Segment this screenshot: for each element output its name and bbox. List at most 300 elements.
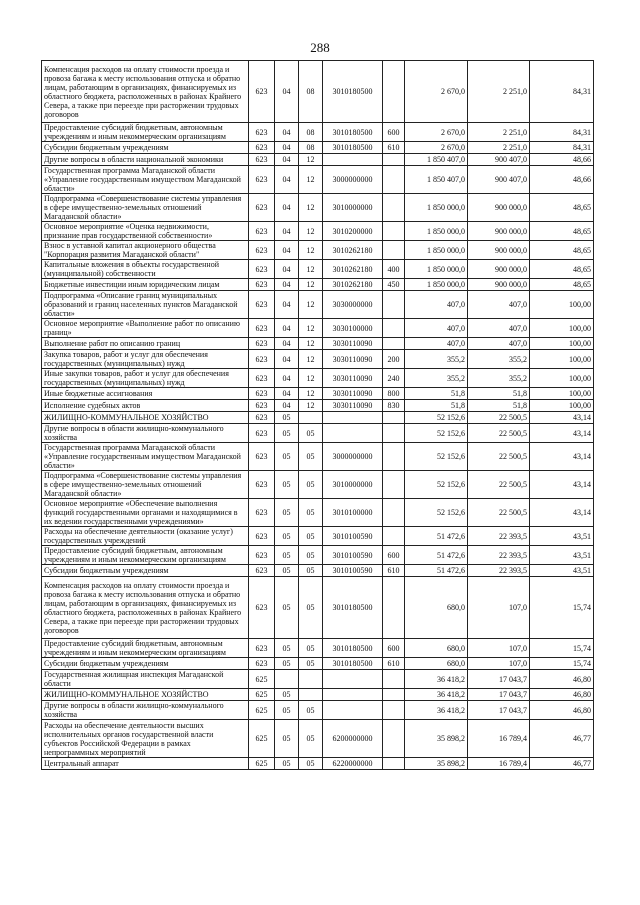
execution-percent-cell: 48,66 bbox=[530, 166, 594, 194]
table-body bbox=[42, 61, 594, 770]
planned-amount-cell: 35 898,2 bbox=[405, 758, 468, 770]
subsection-code-cell: 12 bbox=[299, 291, 323, 319]
expense-type-cell bbox=[383, 241, 405, 260]
row-name-cell: Другие вопросы в области жилищно-коммунального хозяйства bbox=[42, 701, 249, 720]
section-code-cell: 04 bbox=[275, 260, 299, 279]
expense-type-cell bbox=[383, 222, 405, 241]
planned-amount-cell: 1 850 000,0 bbox=[405, 241, 468, 260]
target-article-cell bbox=[323, 689, 383, 701]
actual-amount-cell: 22 500,5 bbox=[468, 424, 530, 443]
ved-code-cell: 625 bbox=[249, 701, 275, 720]
subsection-code-cell: 12 bbox=[299, 166, 323, 194]
ved-code-cell: 623 bbox=[249, 142, 275, 154]
target-article-cell: 3010262180 bbox=[323, 279, 383, 291]
subsection-code-cell bbox=[299, 670, 323, 689]
section-code-cell: 05 bbox=[275, 758, 299, 770]
ved-code-cell: 623 bbox=[249, 61, 275, 123]
actual-amount-cell: 900 000,0 bbox=[468, 222, 530, 241]
planned-amount-cell: 1 850 000,0 bbox=[405, 260, 468, 279]
expense-type-cell: 610 bbox=[383, 658, 405, 670]
ved-code-cell: 623 bbox=[249, 412, 275, 424]
row-name-cell: Бюджетные инвестиции иным юридическим лицам bbox=[42, 279, 249, 291]
planned-amount-cell: 407,0 bbox=[405, 338, 468, 350]
expense-type-cell bbox=[383, 471, 405, 499]
target-article-cell: 3010180500 bbox=[323, 577, 383, 639]
execution-percent-cell: 100,00 bbox=[530, 350, 594, 369]
expense-type-cell bbox=[383, 319, 405, 338]
ved-code-cell: 623 bbox=[249, 260, 275, 279]
actual-amount-cell: 900 407,0 bbox=[468, 154, 530, 166]
expense-type-cell bbox=[383, 338, 405, 350]
section-code-cell: 04 bbox=[275, 123, 299, 142]
expense-type-cell: 600 bbox=[383, 546, 405, 565]
planned-amount-cell: 407,0 bbox=[405, 319, 468, 338]
execution-percent-cell: 43,51 bbox=[530, 527, 594, 546]
actual-amount-cell: 51,8 bbox=[468, 388, 530, 400]
row-name-cell: Основное мероприятие «Обеспечение выполнения функций государственными органами и находящимися в их ведении государственными учреждениями» bbox=[42, 499, 249, 527]
planned-amount-cell: 51 472,6 bbox=[405, 527, 468, 546]
planned-amount-cell: 36 418,2 bbox=[405, 701, 468, 720]
actual-amount-cell: 17 043,7 bbox=[468, 701, 530, 720]
actual-amount-cell: 22 500,5 bbox=[468, 471, 530, 499]
target-article-cell: 3010100590 bbox=[323, 565, 383, 577]
row-name-cell: Подпрограмма «Совершенствование системы управления в сфере имущественно-земельных отношений Магаданской области» bbox=[42, 194, 249, 222]
row-name-cell: Другие вопросы в области жилищно-коммунального хозяйства bbox=[42, 424, 249, 443]
planned-amount-cell: 52 152,6 bbox=[405, 443, 468, 471]
expense-type-cell bbox=[383, 701, 405, 720]
execution-percent-cell: 15,74 bbox=[530, 639, 594, 658]
section-code-cell: 05 bbox=[275, 720, 299, 758]
target-article-cell: 3030110090 bbox=[323, 350, 383, 369]
subsection-code-cell: 05 bbox=[299, 499, 323, 527]
ved-code-cell: 623 bbox=[249, 471, 275, 499]
ved-code-cell: 623 bbox=[249, 319, 275, 338]
ved-code-cell: 623 bbox=[249, 565, 275, 577]
row-name-cell: Субсидии бюджетным учреждениям bbox=[42, 142, 249, 154]
planned-amount-cell: 35 898,2 bbox=[405, 720, 468, 758]
execution-percent-cell: 43,14 bbox=[530, 499, 594, 527]
section-code-cell: 04 bbox=[275, 319, 299, 338]
row-name-cell: Компенсация расходов на оплату стоимости проезда и провоза багажа к месту использования отпуска и обратно лицам, работающим в организациях, финансируемых из областного бюджета, расположенных в районах Крайнего Севера, а также при переезде при расторжении трудовых договоров bbox=[42, 61, 249, 123]
table-row bbox=[42, 222, 594, 241]
actual-amount-cell: 900 407,0 bbox=[468, 166, 530, 194]
planned-amount-cell: 680,0 bbox=[405, 577, 468, 639]
execution-percent-cell: 48,66 bbox=[530, 154, 594, 166]
row-name-cell: ЖИЛИЩНО-КОММУНАЛЬНОЕ ХОЗЯЙСТВО bbox=[42, 412, 249, 424]
actual-amount-cell: 900 000,0 bbox=[468, 260, 530, 279]
ved-code-cell: 623 bbox=[249, 123, 275, 142]
expense-type-cell: 800 bbox=[383, 388, 405, 400]
execution-percent-cell: 43,14 bbox=[530, 412, 594, 424]
row-name-cell: Расходы на обеспечение деятельности (оказание услуг) государственных учреждений bbox=[42, 527, 249, 546]
table-row bbox=[42, 565, 594, 577]
actual-amount-cell: 51,8 bbox=[468, 400, 530, 412]
execution-percent-cell: 84,31 bbox=[530, 61, 594, 123]
table-row bbox=[42, 319, 594, 338]
ved-code-cell: 623 bbox=[249, 222, 275, 241]
expense-type-cell bbox=[383, 424, 405, 443]
subsection-code-cell: 08 bbox=[299, 142, 323, 154]
subsection-code-cell: 05 bbox=[299, 577, 323, 639]
ved-code-cell: 623 bbox=[249, 279, 275, 291]
planned-amount-cell: 51 472,6 bbox=[405, 546, 468, 565]
row-name-cell: Расходы на обеспечение деятельности высших исполнительных органов государственной власти субъектов Российской Федерации в рамках непрограммных мероприятий bbox=[42, 720, 249, 758]
expense-type-cell bbox=[383, 720, 405, 758]
row-name-cell: ЖИЛИЩНО-КОММУНАЛЬНОЕ ХОЗЯЙСТВО bbox=[42, 689, 249, 701]
subsection-code-cell: 12 bbox=[299, 400, 323, 412]
table-row bbox=[42, 388, 594, 400]
actual-amount-cell: 22 393,5 bbox=[468, 527, 530, 546]
execution-percent-cell: 100,00 bbox=[530, 388, 594, 400]
section-code-cell: 05 bbox=[275, 527, 299, 546]
planned-amount-cell: 51,8 bbox=[405, 388, 468, 400]
target-article-cell: 3010180500 bbox=[323, 123, 383, 142]
section-code-cell: 05 bbox=[275, 499, 299, 527]
expense-type-cell: 450 bbox=[383, 279, 405, 291]
row-name-cell: Капитальные вложения в объекты государственной (муниципальной) собственности bbox=[42, 260, 249, 279]
execution-percent-cell: 46,77 bbox=[530, 758, 594, 770]
section-code-cell: 04 bbox=[275, 388, 299, 400]
execution-percent-cell: 43,14 bbox=[530, 471, 594, 499]
table-row bbox=[42, 400, 594, 412]
section-code-cell: 05 bbox=[275, 639, 299, 658]
target-article-cell: 3030100000 bbox=[323, 319, 383, 338]
target-article-cell: 3030110090 bbox=[323, 388, 383, 400]
ved-code-cell: 623 bbox=[249, 350, 275, 369]
subsection-code-cell: 12 bbox=[299, 319, 323, 338]
planned-amount-cell: 680,0 bbox=[405, 639, 468, 658]
expense-type-cell: 610 bbox=[383, 142, 405, 154]
actual-amount-cell: 2 251,0 bbox=[468, 123, 530, 142]
ved-code-cell: 623 bbox=[249, 639, 275, 658]
actual-amount-cell: 407,0 bbox=[468, 319, 530, 338]
section-code-cell: 04 bbox=[275, 194, 299, 222]
ved-code-cell: 623 bbox=[249, 443, 275, 471]
target-article-cell: 3010180500 bbox=[323, 639, 383, 658]
ved-code-cell: 623 bbox=[249, 527, 275, 546]
ved-code-cell: 623 bbox=[249, 400, 275, 412]
execution-percent-cell: 100,00 bbox=[530, 291, 594, 319]
table-row bbox=[42, 424, 594, 443]
target-article-cell bbox=[323, 412, 383, 424]
actual-amount-cell: 900 000,0 bbox=[468, 279, 530, 291]
section-code-cell: 05 bbox=[275, 577, 299, 639]
target-article-cell: 3030110090 bbox=[323, 338, 383, 350]
ved-code-cell: 623 bbox=[249, 577, 275, 639]
table-row bbox=[42, 689, 594, 701]
subsection-code-cell: 12 bbox=[299, 154, 323, 166]
ved-code-cell: 623 bbox=[249, 194, 275, 222]
subsection-code-cell: 05 bbox=[299, 565, 323, 577]
actual-amount-cell: 107,0 bbox=[468, 577, 530, 639]
table-row bbox=[42, 279, 594, 291]
section-code-cell: 05 bbox=[275, 565, 299, 577]
ved-code-cell: 623 bbox=[249, 546, 275, 565]
planned-amount-cell: 407,0 bbox=[405, 291, 468, 319]
section-code-cell: 04 bbox=[275, 400, 299, 412]
expense-type-cell bbox=[383, 758, 405, 770]
table-row bbox=[42, 123, 594, 142]
section-code-cell bbox=[275, 670, 299, 689]
actual-amount-cell: 355,2 bbox=[468, 350, 530, 369]
table-row bbox=[42, 291, 594, 319]
target-article-cell: 3010262180 bbox=[323, 260, 383, 279]
row-name-cell: Государственная программа Магаданской области «Управление государственным имуществом Магаданской области» bbox=[42, 443, 249, 471]
execution-percent-cell: 84,31 bbox=[530, 142, 594, 154]
subsection-code-cell: 05 bbox=[299, 471, 323, 499]
target-article-cell bbox=[323, 154, 383, 166]
planned-amount-cell: 51 472,6 bbox=[405, 565, 468, 577]
section-code-cell: 05 bbox=[275, 424, 299, 443]
planned-amount-cell: 36 418,2 bbox=[405, 689, 468, 701]
subsection-code-cell: 12 bbox=[299, 350, 323, 369]
target-article-cell: 3010262180 bbox=[323, 241, 383, 260]
ved-code-cell: 625 bbox=[249, 720, 275, 758]
expense-type-cell: 200 bbox=[383, 350, 405, 369]
actual-amount-cell: 22 393,5 bbox=[468, 565, 530, 577]
row-name-cell: Закупка товаров, работ и услуг для обеспечения государственных (муниципальных) нужд bbox=[42, 350, 249, 369]
row-name-cell: Исполнение судебных актов bbox=[42, 400, 249, 412]
expense-type-cell bbox=[383, 412, 405, 424]
planned-amount-cell: 1 850 000,0 bbox=[405, 222, 468, 241]
subsection-code-cell: 12 bbox=[299, 194, 323, 222]
planned-amount-cell: 52 152,6 bbox=[405, 424, 468, 443]
actual-amount-cell: 107,0 bbox=[468, 639, 530, 658]
ved-code-cell: 623 bbox=[249, 154, 275, 166]
subsection-code-cell: 12 bbox=[299, 241, 323, 260]
table-row bbox=[42, 720, 594, 758]
subsection-code-cell: 08 bbox=[299, 61, 323, 123]
expense-type-cell bbox=[383, 194, 405, 222]
execution-percent-cell: 43,14 bbox=[530, 443, 594, 471]
target-article-cell: 3010180500 bbox=[323, 142, 383, 154]
section-code-cell: 05 bbox=[275, 546, 299, 565]
target-article-cell: 3010000000 bbox=[323, 194, 383, 222]
planned-amount-cell: 52 152,6 bbox=[405, 412, 468, 424]
target-article-cell: 3030000000 bbox=[323, 291, 383, 319]
subsection-code-cell: 05 bbox=[299, 720, 323, 758]
subsection-code-cell: 12 bbox=[299, 369, 323, 388]
row-name-cell: Предоставление субсидий бюджетным, автономным учреждениям и иным некоммерческим организациям bbox=[42, 123, 249, 142]
section-code-cell: 04 bbox=[275, 350, 299, 369]
table-row bbox=[42, 546, 594, 565]
execution-percent-cell: 100,00 bbox=[530, 400, 594, 412]
target-article-cell: 3030110090 bbox=[323, 400, 383, 412]
section-code-cell: 05 bbox=[275, 443, 299, 471]
target-article-cell: 3010100590 bbox=[323, 546, 383, 565]
expense-type-cell: 400 bbox=[383, 260, 405, 279]
table-row bbox=[42, 142, 594, 154]
target-article-cell: 6200000000 bbox=[323, 720, 383, 758]
ved-code-cell: 625 bbox=[249, 689, 275, 701]
execution-percent-cell: 43,14 bbox=[530, 424, 594, 443]
planned-amount-cell: 2 670,0 bbox=[405, 123, 468, 142]
target-article-cell: 3000000000 bbox=[323, 166, 383, 194]
subsection-code-cell: 05 bbox=[299, 758, 323, 770]
table-row bbox=[42, 154, 594, 166]
actual-amount-cell: 17 043,7 bbox=[468, 689, 530, 701]
table-row bbox=[42, 338, 594, 350]
execution-percent-cell: 43,51 bbox=[530, 546, 594, 565]
execution-percent-cell: 43,51 bbox=[530, 565, 594, 577]
expense-type-cell bbox=[383, 527, 405, 546]
target-article-cell: 3010180500 bbox=[323, 658, 383, 670]
table-row bbox=[42, 701, 594, 720]
expense-type-cell: 610 bbox=[383, 565, 405, 577]
row-name-cell: Подпрограмма «Совершенствование системы управления в сфере имущественно-земельных отношений Магаданской области» bbox=[42, 471, 249, 499]
ved-code-cell: 623 bbox=[249, 338, 275, 350]
row-name-cell: Субсидии бюджетным учреждениям bbox=[42, 658, 249, 670]
ved-code-cell: 623 bbox=[249, 388, 275, 400]
actual-amount-cell: 22 393,5 bbox=[468, 546, 530, 565]
expense-type-cell: 240 bbox=[383, 369, 405, 388]
execution-percent-cell: 84,31 bbox=[530, 123, 594, 142]
target-article-cell: 3030110090 bbox=[323, 369, 383, 388]
subsection-code-cell bbox=[299, 412, 323, 424]
execution-percent-cell: 48,65 bbox=[530, 194, 594, 222]
row-name-cell: Взнос в уставной капитал акционерного общества "Корпорация развития Магаданской области" bbox=[42, 241, 249, 260]
execution-percent-cell: 48,65 bbox=[530, 279, 594, 291]
table-row bbox=[42, 241, 594, 260]
section-code-cell: 05 bbox=[275, 658, 299, 670]
ved-code-cell: 623 bbox=[249, 241, 275, 260]
subsection-code-cell: 05 bbox=[299, 443, 323, 471]
row-name-cell: Государственная программа Магаданской области «Управление государственным имуществом Магаданской области» bbox=[42, 166, 249, 194]
execution-percent-cell: 46,80 bbox=[530, 670, 594, 689]
row-name-cell: Основное мероприятие «Выполнение работ по описанию границ» bbox=[42, 319, 249, 338]
row-name-cell: Субсидии бюджетным учреждениям bbox=[42, 565, 249, 577]
section-code-cell: 04 bbox=[275, 154, 299, 166]
actual-amount-cell: 17 043,7 bbox=[468, 670, 530, 689]
execution-percent-cell: 46,80 bbox=[530, 689, 594, 701]
expense-type-cell: 600 bbox=[383, 123, 405, 142]
row-name-cell: Компенсация расходов на оплату стоимости проезда и провоза багажа к месту использования отпуска и обратно лицам, работающим в организациях, финансируемых из областного бюджета, расположенных в районах Крайнего Севера, а также при переезде при расторжении трудовых договоров bbox=[42, 577, 249, 639]
table-row bbox=[42, 577, 594, 639]
execution-percent-cell: 100,00 bbox=[530, 319, 594, 338]
planned-amount-cell: 1 850 407,0 bbox=[405, 154, 468, 166]
execution-percent-cell: 100,00 bbox=[530, 338, 594, 350]
table-row bbox=[42, 412, 594, 424]
execution-percent-cell: 48,65 bbox=[530, 241, 594, 260]
actual-amount-cell: 2 251,0 bbox=[468, 142, 530, 154]
row-name-cell: Подпрограмма «Описание границ муниципальных образований и границ населенных пунктов Магаданской области» bbox=[42, 291, 249, 319]
row-name-cell: Предоставление субсидий бюджетным, автономным учреждениям и иным некоммерческим организациям bbox=[42, 546, 249, 565]
table-row bbox=[42, 499, 594, 527]
section-code-cell: 04 bbox=[275, 166, 299, 194]
planned-amount-cell: 355,2 bbox=[405, 369, 468, 388]
subsection-code-cell: 05 bbox=[299, 701, 323, 720]
section-code-cell: 04 bbox=[275, 369, 299, 388]
planned-amount-cell: 355,2 bbox=[405, 350, 468, 369]
planned-amount-cell: 52 152,6 bbox=[405, 499, 468, 527]
budget-table bbox=[41, 60, 594, 770]
table-row bbox=[42, 658, 594, 670]
table-row bbox=[42, 639, 594, 658]
expense-type-cell bbox=[383, 154, 405, 166]
table-row bbox=[42, 260, 594, 279]
target-article-cell: 3010100590 bbox=[323, 527, 383, 546]
table-row bbox=[42, 758, 594, 770]
row-name-cell: Выполнение работ по описанию границ bbox=[42, 338, 249, 350]
section-code-cell: 04 bbox=[275, 338, 299, 350]
subsection-code-cell: 05 bbox=[299, 546, 323, 565]
row-name-cell: Основное мероприятие «Оценка недвижимости, признание прав государственной собственности» bbox=[42, 222, 249, 241]
expense-type-cell bbox=[383, 689, 405, 701]
section-code-cell: 04 bbox=[275, 291, 299, 319]
row-name-cell: Государственная жилищная инспекция Магаданской области bbox=[42, 670, 249, 689]
ved-code-cell: 623 bbox=[249, 166, 275, 194]
subsection-code-cell: 05 bbox=[299, 527, 323, 546]
execution-percent-cell: 48,65 bbox=[530, 222, 594, 241]
table-row bbox=[42, 527, 594, 546]
target-article-cell bbox=[323, 424, 383, 443]
expense-type-cell: 600 bbox=[383, 639, 405, 658]
planned-amount-cell: 1 850 000,0 bbox=[405, 279, 468, 291]
expense-type-cell bbox=[383, 499, 405, 527]
expense-type-cell bbox=[383, 61, 405, 123]
row-name-cell: Иные бюджетные ассигнования bbox=[42, 388, 249, 400]
expense-type-cell bbox=[383, 443, 405, 471]
actual-amount-cell: 22 500,5 bbox=[468, 499, 530, 527]
subsection-code-cell: 08 bbox=[299, 123, 323, 142]
section-code-cell: 04 bbox=[275, 241, 299, 260]
execution-percent-cell: 46,77 bbox=[530, 720, 594, 758]
subsection-code-cell: 05 bbox=[299, 639, 323, 658]
row-name-cell: Другие вопросы в области национальной экономики bbox=[42, 154, 249, 166]
expense-type-cell bbox=[383, 577, 405, 639]
table-row bbox=[42, 369, 594, 388]
expense-type-cell bbox=[383, 166, 405, 194]
target-article-cell: 3010180500 bbox=[323, 61, 383, 123]
execution-percent-cell: 15,74 bbox=[530, 577, 594, 639]
target-article-cell: 6220000000 bbox=[323, 758, 383, 770]
table-row bbox=[42, 443, 594, 471]
target-article-cell: 3000000000 bbox=[323, 443, 383, 471]
actual-amount-cell: 355,2 bbox=[468, 369, 530, 388]
expense-type-cell bbox=[383, 291, 405, 319]
actual-amount-cell: 22 500,5 bbox=[468, 412, 530, 424]
ved-code-cell: 623 bbox=[249, 499, 275, 527]
target-article-cell: 3010100000 bbox=[323, 499, 383, 527]
section-code-cell: 05 bbox=[275, 471, 299, 499]
row-name-cell: Иные закупки товаров, работ и услуг для обеспечения государственных (муниципальных) нужд bbox=[42, 369, 249, 388]
subsection-code-cell: 12 bbox=[299, 388, 323, 400]
planned-amount-cell: 2 670,0 bbox=[405, 61, 468, 123]
actual-amount-cell: 900 000,0 bbox=[468, 241, 530, 260]
subsection-code-cell: 05 bbox=[299, 424, 323, 443]
execution-percent-cell: 48,65 bbox=[530, 260, 594, 279]
ved-code-cell: 625 bbox=[249, 758, 275, 770]
planned-amount-cell: 52 152,6 bbox=[405, 471, 468, 499]
table-row bbox=[42, 471, 594, 499]
execution-percent-cell: 15,74 bbox=[530, 658, 594, 670]
table-row bbox=[42, 350, 594, 369]
section-code-cell: 05 bbox=[275, 701, 299, 720]
expense-type-cell: 830 bbox=[383, 400, 405, 412]
ved-code-cell: 623 bbox=[249, 291, 275, 319]
planned-amount-cell: 2 670,0 bbox=[405, 142, 468, 154]
subsection-code-cell bbox=[299, 689, 323, 701]
section-code-cell: 04 bbox=[275, 279, 299, 291]
section-code-cell: 05 bbox=[275, 689, 299, 701]
section-code-cell: 04 bbox=[275, 61, 299, 123]
target-article-cell: 3010200000 bbox=[323, 222, 383, 241]
subsection-code-cell: 12 bbox=[299, 338, 323, 350]
section-code-cell: 05 bbox=[275, 412, 299, 424]
execution-percent-cell: 46,80 bbox=[530, 701, 594, 720]
section-code-cell: 04 bbox=[275, 222, 299, 241]
actual-amount-cell: 407,0 bbox=[468, 291, 530, 319]
